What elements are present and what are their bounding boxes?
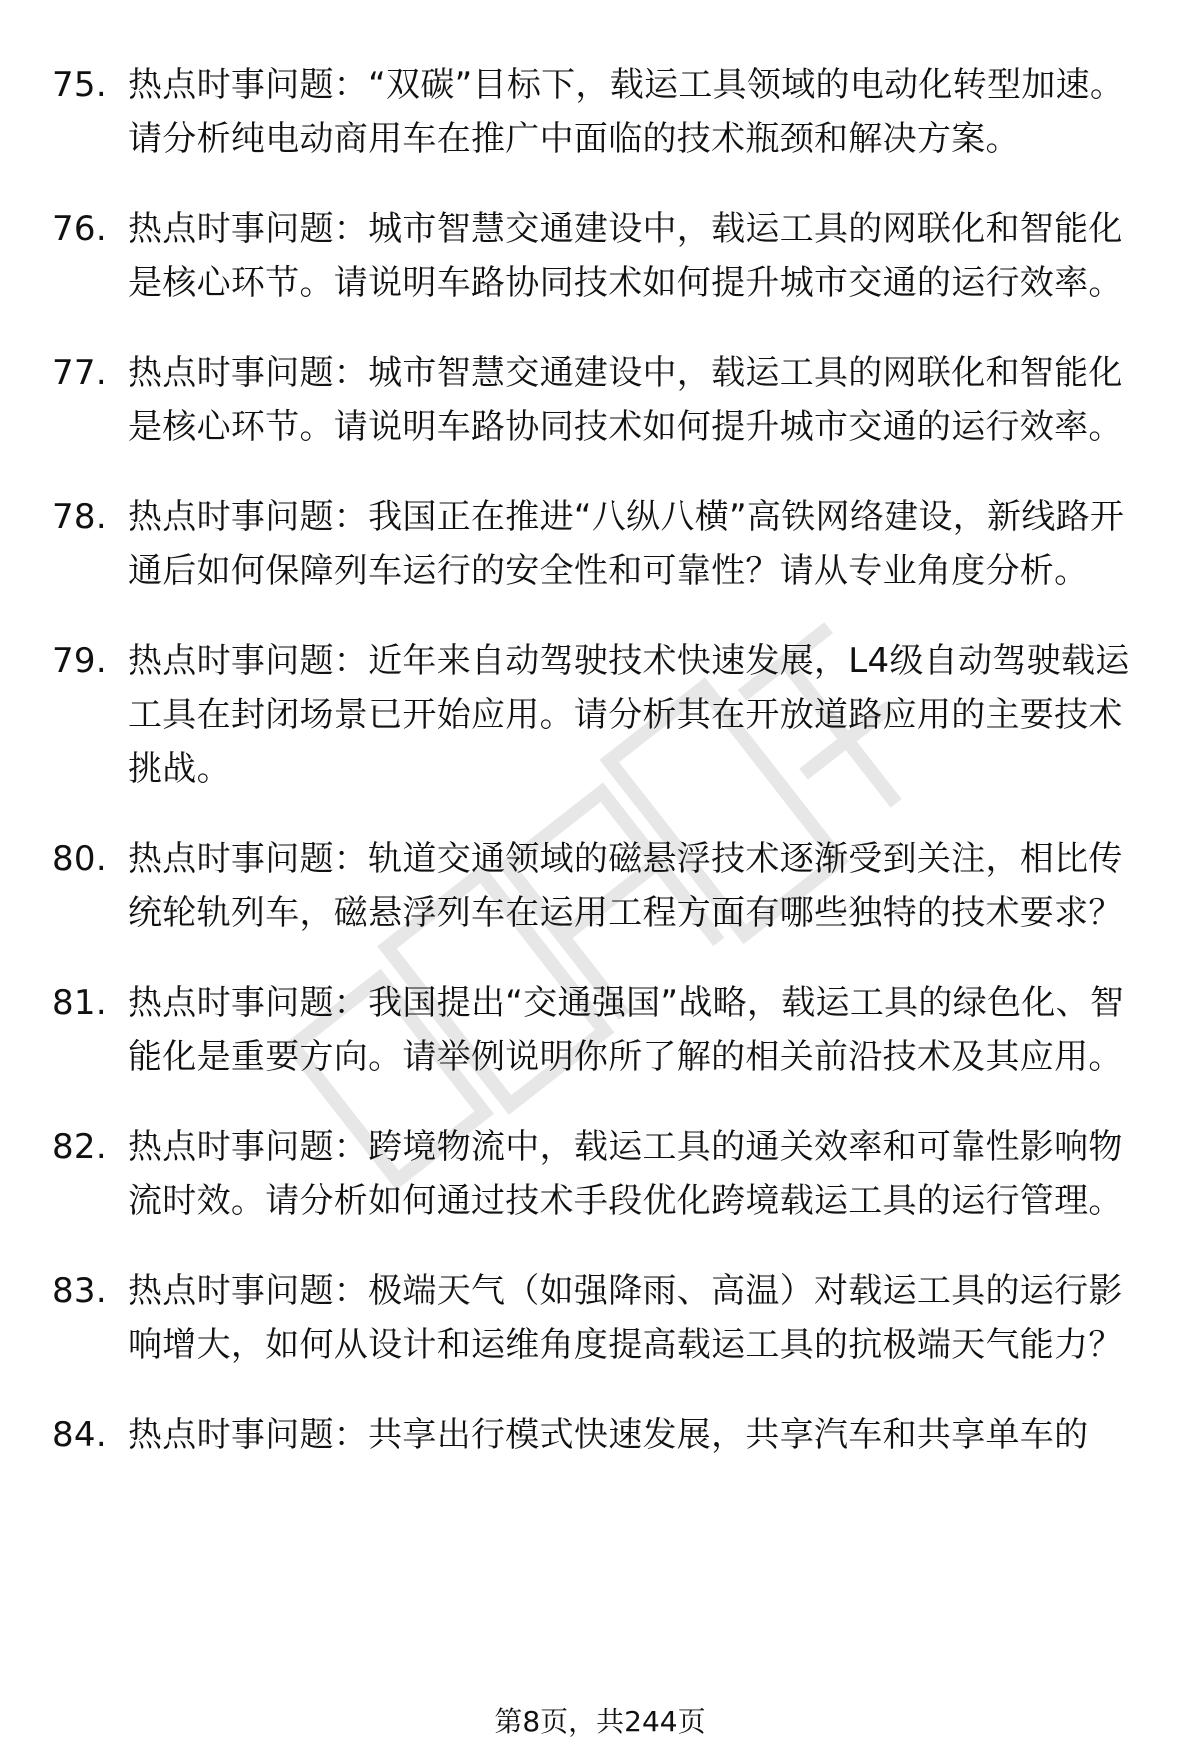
- list-item: [0, 202, 1200, 310]
- question-text: 热点时事问题：城市智慧交通建设中，载运工具的网联化和智能化是核心环节。请说明车路协同技术如何提升城市交通的运行效率。: [128, 209, 1123, 303]
- question-number: 75.: [52, 65, 107, 105]
- list-item: [0, 832, 1200, 940]
- question-number: 77.: [52, 353, 107, 393]
- question-number: 84.: [52, 1415, 107, 1455]
- question-text: 热点时事问题：“双碳”目标下，载运工具领域的电动化转型加速。请分析纯电动商用车在推广中面临的技术瓶颈和解决方案。: [128, 65, 1125, 159]
- question-text: 热点时事问题：轨道交通领域的磁悬浮技术逐渐受到关注，相比传统轮轨列车，磁悬浮列车在运用工程方面有哪些独特的技术要求？: [128, 839, 1123, 933]
- question-number: 81.: [52, 983, 107, 1023]
- question-text: 热点时事问题：我国提出“交通强国”战略，载运工具的绿色化、智能化是重要方向。请举例说明你所了解的相关前沿技术及其应用。: [128, 983, 1125, 1077]
- question-text: 热点时事问题：近年来自动驾驶技术快速发展，L4级自动驾驶载运工具在封闭场景已开始应用。请分析其在开放道路应用的主要技术挑战。: [128, 641, 1130, 789]
- question-number: 80.: [52, 839, 107, 879]
- question-text: 热点时事问题：城市智慧交通建设中，载运工具的网联化和智能化是核心环节。请说明车路协同技术如何提升城市交通的运行效率。: [128, 353, 1123, 447]
- page-number-footer: 第8页，共244页: [494, 1705, 706, 1738]
- question-text: 热点时事问题：极端天气（如强降雨、高温）对载运工具的运行影响增大，如何从设计和运维角度提高载运工具的抗极端天气能力？: [128, 1271, 1123, 1365]
- question-number: 82.: [52, 1127, 107, 1167]
- list-item: [0, 634, 1200, 796]
- question-number: 76.: [52, 209, 107, 249]
- question-number: 83.: [52, 1271, 107, 1311]
- question-list: [0, 58, 1200, 1498]
- question-text: 热点时事问题：我国正在推进“八纵八横”高铁网络建设，新线路开通后如何保障列车运行的安全性和可靠性？请从专业角度分析。: [128, 497, 1125, 591]
- list-item: [0, 490, 1200, 598]
- list-item: [0, 1120, 1200, 1228]
- question-text: 热点时事问题：共享出行模式快速发展，共享汽车和共享单车的: [128, 1415, 1089, 1455]
- list-item: [0, 346, 1200, 454]
- list-item: [0, 1408, 1200, 1462]
- question-text: 热点时事问题：跨境物流中，载运工具的通关效率和可靠性影响物流时效。请分析如何通过技术手段优化跨境载运工具的运行管理。: [128, 1127, 1123, 1221]
- list-item: [0, 1264, 1200, 1372]
- question-number: 78.: [52, 497, 107, 537]
- list-item: [0, 976, 1200, 1084]
- list-item: [0, 58, 1200, 166]
- question-number: 79.: [52, 641, 107, 681]
